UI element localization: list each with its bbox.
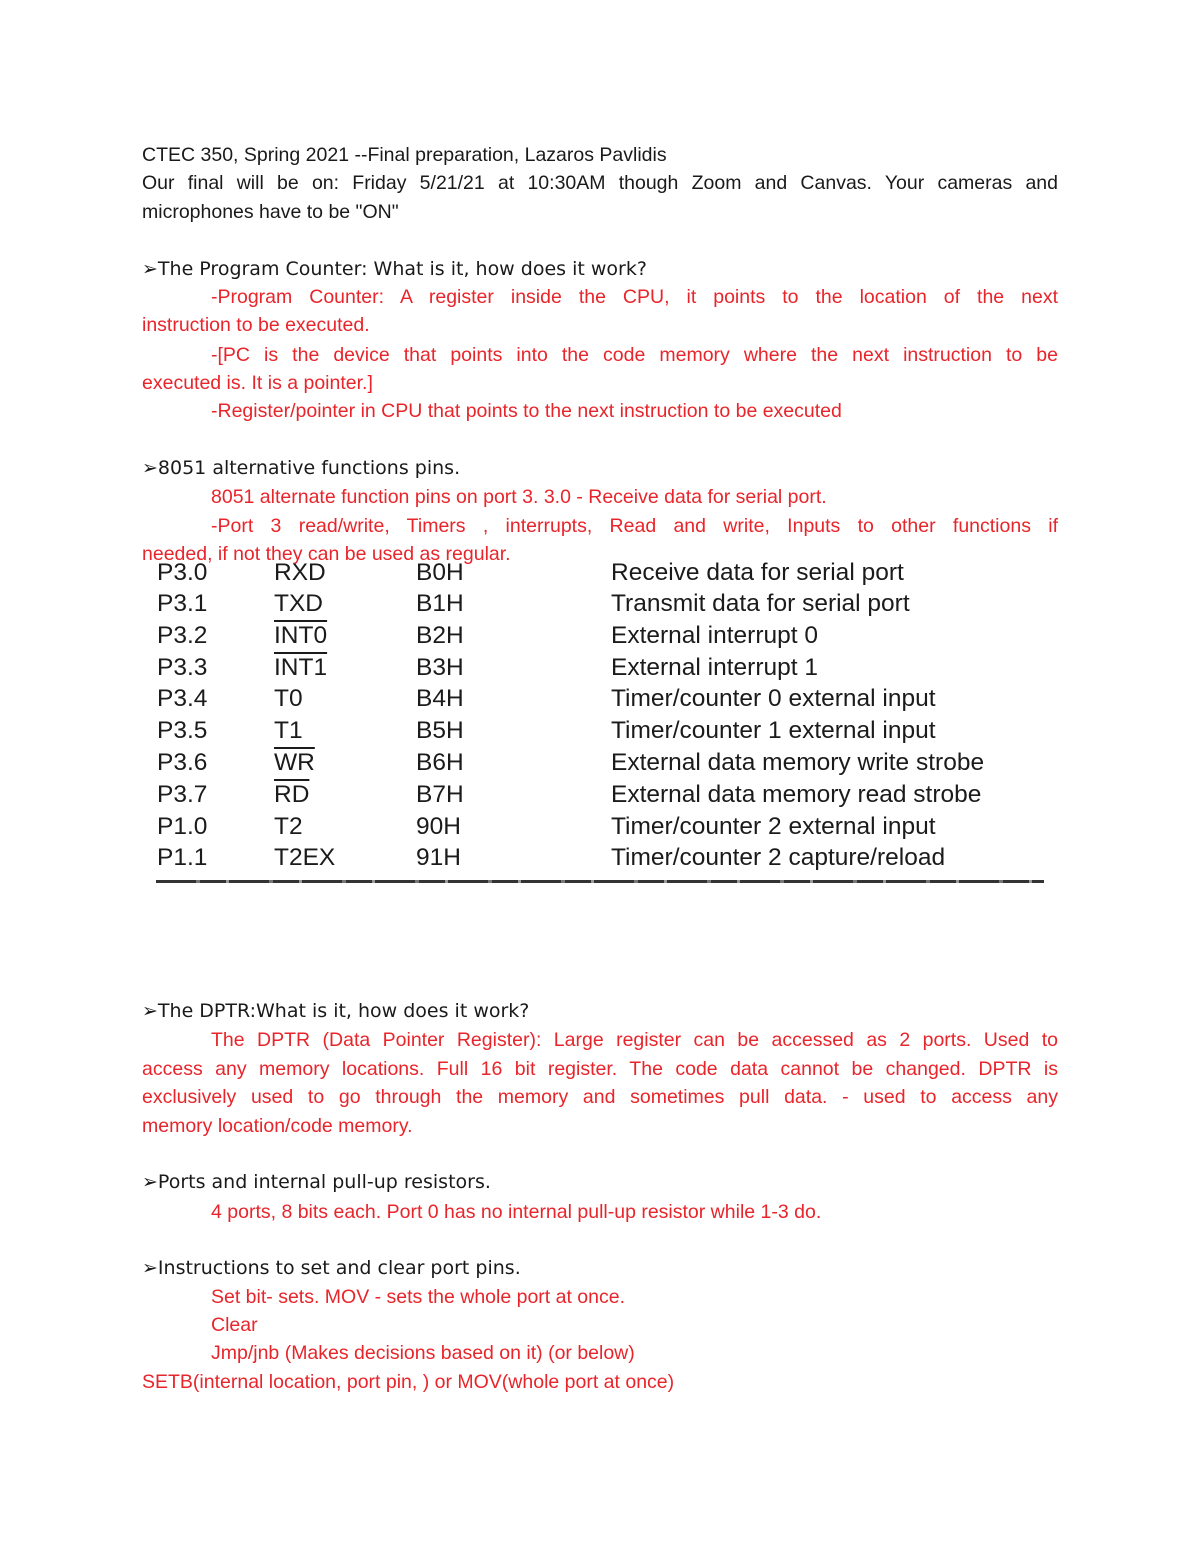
table-cell-name: INT1 bbox=[274, 654, 328, 681]
table-cell-description: Timer/counter 0 external input bbox=[611, 685, 936, 712]
answer-line: 4 ports, 8 bits each. Port 0 has no internal pull-up resistor while 1-3 do. bbox=[211, 1201, 822, 1223]
table-cell-pin: P3.3 bbox=[157, 654, 208, 681]
answer-line: The DPTR (Data Pointer Register): Large register can be accessed as 2 ports. Used to bbox=[211, 1029, 1058, 1051]
section-heading-program-counter: ➢The Program Counter: What is it, how does it work? bbox=[142, 258, 647, 280]
section-heading-ports: ➢Ports and internal pull-up resistors. bbox=[142, 1171, 491, 1193]
table-cell-address: 90H bbox=[416, 813, 461, 840]
table-cell-description: Transmit data for serial port bbox=[611, 590, 910, 617]
table-cell-pin: P3.6 bbox=[157, 749, 208, 776]
table-cell-address: B3H bbox=[416, 654, 464, 681]
table-cell-name: TXD bbox=[274, 590, 323, 617]
table-cell-description: External interrupt 1 bbox=[611, 654, 818, 681]
table-bottom-rule bbox=[156, 880, 1044, 883]
table-cell-pin: P3.1 bbox=[157, 590, 208, 617]
answer-line: -[PC is the device that points into the code memory where the next instruction to be bbox=[211, 344, 1058, 366]
answer-line: needed, if not they can be used as regular. bbox=[142, 543, 511, 565]
answer-line: 8051 alternate function pins on port 3. 3.0 - Receive data for serial port. bbox=[211, 486, 827, 508]
answer-line: executed is. It is a pointer.] bbox=[142, 372, 373, 394]
table-cell-description: External interrupt 0 bbox=[611, 622, 818, 649]
answer-line: Clear bbox=[211, 1314, 258, 1336]
table-cell-address: B2H bbox=[416, 622, 464, 649]
section-heading-instructions: ➢Instructions to set and clear port pins. bbox=[142, 1257, 521, 1279]
table-cell-pin: P3.2 bbox=[157, 622, 208, 649]
table-cell-address: B4H bbox=[416, 685, 464, 712]
answer-line: -Program Counter: A register inside the CPU, it points to the location of the next bbox=[211, 286, 1058, 308]
table-cell-pin: P1.1 bbox=[157, 844, 208, 871]
answer-line: exclusively used to go through the memory and sometimes pull data. - used to access any bbox=[142, 1086, 1058, 1108]
table-cell-address: B7H bbox=[416, 781, 464, 808]
answer-line: memory location/code memory. bbox=[142, 1115, 413, 1137]
answer-line: Set bit- sets. MOV - sets the whole port at once. bbox=[211, 1286, 626, 1308]
table-cell-name: INT0 bbox=[274, 622, 328, 649]
table-cell-pin: P3.7 bbox=[157, 781, 208, 808]
answer-line: -Register/pointer in CPU that points to the next instruction to be executed bbox=[211, 400, 842, 422]
table-cell-address: B0H bbox=[416, 559, 464, 586]
table-cell-name: $\overline{RD}$ bbox=[274, 781, 310, 808]
table-cell-name: RXD bbox=[274, 559, 326, 586]
table-cell-address: B5H bbox=[416, 717, 464, 744]
table-cell-description: Timer/counter 2 capture/reload bbox=[611, 844, 946, 871]
answer-line: access any memory locations. Full 16 bit register. The code data cannot be changed. DPTR is bbox=[142, 1058, 1058, 1080]
table-cell-name: $\overline{WR}$ bbox=[274, 749, 315, 776]
answer-line: SETB(internal location, port pin, ) or MOV(whole port at once) bbox=[142, 1371, 675, 1393]
table-cell-pin: P3.4 bbox=[157, 685, 208, 712]
exam-info-line: Our final will be on: Friday 5/21/21 at 10:30AM though Zoom and Canvas. Your cameras and bbox=[142, 172, 1058, 194]
exam-info-line-2: microphones have to be "ON" bbox=[142, 201, 399, 223]
table-cell-description: External data memory write strobe bbox=[611, 749, 985, 776]
table-cell-name: T0 bbox=[274, 685, 303, 712]
table-cell-description: External data memory read strobe bbox=[611, 781, 982, 808]
answer-line: instruction to be executed. bbox=[142, 314, 370, 336]
table-cell-name: T2 bbox=[274, 813, 303, 840]
table-cell-name: T2EX bbox=[274, 844, 336, 871]
document-title: CTEC 350, Spring 2021 --Final preparation, Lazaros Pavlidis bbox=[142, 144, 667, 166]
table-cell-name: T1 bbox=[274, 717, 303, 744]
section-heading-alt-functions: ➢8051 alternative functions pins. bbox=[142, 457, 461, 479]
table-cell-pin: P3.5 bbox=[157, 717, 208, 744]
table-cell-address: B1H bbox=[416, 590, 464, 617]
table-cell-pin: P3.0 bbox=[157, 559, 208, 586]
pin-function-table bbox=[150, 558, 1050, 893]
answer-line: -Port 3 read/write, Timers , interrupts, Read and write, Inputs to other functions if bbox=[211, 515, 1058, 537]
table-cell-address: 91H bbox=[416, 844, 461, 871]
table-cell-address: B6H bbox=[416, 749, 464, 776]
answer-line: Jmp/jnb (Makes decisions based on it) (or below) bbox=[211, 1342, 635, 1364]
section-heading-dptr: ➢The DPTR:What is it, how does it work? bbox=[142, 1000, 530, 1022]
table-cell-description: Timer/counter 1 external input bbox=[611, 717, 936, 744]
table-cell-pin: P1.0 bbox=[157, 813, 208, 840]
table-cell-description: Receive data for serial port bbox=[611, 559, 904, 586]
table-cell-description: Timer/counter 2 external input bbox=[611, 813, 936, 840]
